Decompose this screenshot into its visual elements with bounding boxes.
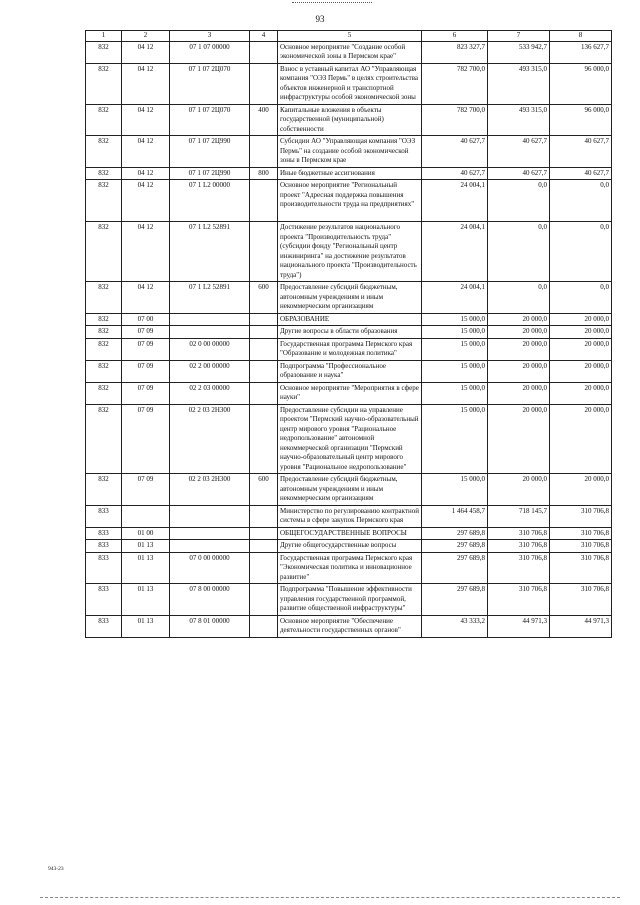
section-code-cell: 04 12	[122, 180, 170, 222]
expense-type-cell	[250, 382, 278, 404]
amount-year1-cell: 24 004,1	[422, 282, 488, 314]
department-code-cell: 832	[86, 404, 122, 474]
amount-year3-cell: 40 627,7	[550, 167, 612, 180]
table-row	[86, 326, 612, 339]
amount-year3-cell: 0,0	[550, 180, 612, 222]
target-article-cell: 07 1 07 2Ц070	[170, 104, 250, 136]
amount-year1-cell: 297 689,8	[422, 540, 488, 553]
amount-year2-cell: 0,0	[488, 282, 550, 314]
amount-year2-cell: 310 706,8	[488, 540, 550, 553]
description-cell: Капитальные вложения в объекты государственной (муниципальной) собственности	[278, 104, 422, 136]
table-row	[86, 63, 612, 104]
target-article-cell: 07 1 07 2Ц990	[170, 167, 250, 180]
target-article-cell: 07 8 01 00000	[170, 615, 250, 637]
table-row	[86, 41, 612, 63]
table-row	[86, 505, 612, 527]
section-code-cell: 07 09	[122, 360, 170, 382]
column-header: 1	[86, 31, 122, 42]
table-row	[86, 136, 612, 168]
table-row	[86, 104, 612, 136]
bottom-scan-edge	[40, 897, 620, 898]
section-code-cell: 01 13	[122, 552, 170, 584]
target-article-cell	[170, 326, 250, 339]
amount-year2-cell: 0,0	[488, 222, 550, 282]
target-article-cell: 02 2 03 2Н300	[170, 404, 250, 474]
amount-year3-cell: 44 971,3	[550, 615, 612, 637]
amount-year1-cell: 15 000,0	[422, 360, 488, 382]
department-code-cell: 832	[86, 474, 122, 506]
target-article-cell: 02 2 03 00000	[170, 382, 250, 404]
department-code-cell: 833	[86, 552, 122, 584]
section-code-cell: 01 13	[122, 584, 170, 616]
department-code-cell: 832	[86, 382, 122, 404]
table-body	[86, 41, 612, 637]
amount-year1-cell: 15 000,0	[422, 382, 488, 404]
description-cell: Основное мероприятие "Создание особой экономической зоны в Пермском крае"	[278, 41, 422, 63]
description-cell: ОБРАЗОВАНИЕ	[278, 313, 422, 326]
amount-year1-cell: 782 700,0	[422, 104, 488, 136]
section-code-cell: 04 12	[122, 104, 170, 136]
amount-year3-cell: 96 000,0	[550, 63, 612, 104]
column-header: 2	[122, 31, 170, 42]
department-code-cell: 832	[86, 63, 122, 104]
section-code-cell	[122, 505, 170, 527]
amount-year2-cell: 493 315,0	[488, 104, 550, 136]
expense-type-cell	[250, 584, 278, 616]
amount-year3-cell: 96 000,0	[550, 104, 612, 136]
amount-year1-cell: 15 000,0	[422, 404, 488, 474]
amount-year2-cell: 533 942,7	[488, 41, 550, 63]
target-article-cell: 07 1 07 2Ц070	[170, 63, 250, 104]
amount-year3-cell: 20 000,0	[550, 326, 612, 339]
amount-year2-cell: 20 000,0	[488, 382, 550, 404]
table-row	[86, 404, 612, 474]
description-cell: Государственная программа Пермского края "Экономическая политика и инновационное развитие"	[278, 552, 422, 584]
target-article-cell	[170, 505, 250, 527]
section-code-cell: 07 09	[122, 474, 170, 506]
amount-year1-cell: 15 000,0	[422, 313, 488, 326]
expense-type-cell: 400	[250, 104, 278, 136]
section-code-cell: 04 12	[122, 136, 170, 168]
expense-type-cell: 600	[250, 282, 278, 314]
amount-year2-cell: 20 000,0	[488, 313, 550, 326]
description-cell: Министерство по регулированию контрактной системы в сфере закупок Пермского края	[278, 505, 422, 527]
column-header: 3	[170, 31, 250, 42]
expense-type-cell	[250, 552, 278, 584]
target-article-cell: 02 2 03 2Н300	[170, 474, 250, 506]
amount-year2-cell: 44 971,3	[488, 615, 550, 637]
document-code: 943-23	[48, 866, 64, 872]
amount-year3-cell: 40 627,7	[550, 136, 612, 168]
department-code-cell: 833	[86, 615, 122, 637]
amount-year1-cell: 24 004,1	[422, 180, 488, 222]
expense-type-cell: 600	[250, 474, 278, 506]
table-row	[86, 360, 612, 382]
description-cell: Субсидии АО "Управляющая компания "ОЭЗ Пермь" на создание особой экономической зоны в Пермском крае	[278, 136, 422, 168]
target-article-cell: 02 2 00 00000	[170, 360, 250, 382]
amount-year1-cell: 43 333,2	[422, 615, 488, 637]
description-cell: Предоставление субсидий бюджетным, автономным учреждениям и иным некоммерческим организациям	[278, 282, 422, 314]
expense-type-cell	[250, 527, 278, 540]
amount-year1-cell: 297 689,8	[422, 552, 488, 584]
description-cell: ОБЩЕГОСУДАРСТВЕННЫЕ ВОПРОСЫ	[278, 527, 422, 540]
description-cell: Другие вопросы в области образования	[278, 326, 422, 339]
amount-year3-cell: 310 706,8	[550, 584, 612, 616]
department-code-cell: 832	[86, 360, 122, 382]
table-row	[86, 382, 612, 404]
amount-year3-cell: 20 000,0	[550, 360, 612, 382]
amount-year3-cell: 20 000,0	[550, 313, 612, 326]
amount-year1-cell: 297 689,8	[422, 584, 488, 616]
column-header: 7	[488, 31, 550, 42]
expense-type-cell	[250, 313, 278, 326]
description-cell: Основное мероприятие "Мероприятия в сфере науки"	[278, 382, 422, 404]
amount-year3-cell: 310 706,8	[550, 552, 612, 584]
target-article-cell: 07 1 L2 52891	[170, 222, 250, 282]
table-row	[86, 474, 612, 506]
department-code-cell: 833	[86, 527, 122, 540]
department-code-cell: 832	[86, 313, 122, 326]
section-code-cell: 04 12	[122, 63, 170, 104]
expense-type-cell	[250, 41, 278, 63]
amount-year3-cell: 20 000,0	[550, 404, 612, 474]
table-row	[86, 552, 612, 584]
description-cell: Предоставление субсидии на управление проектом "Пермский научно-образовательный центр мирового уровня "Рациональное недропользование" автономной некоммерческой организации "Пермский научно-образовательный центр мирового уровня "Рациональное недропользование"	[278, 404, 422, 474]
table-row	[86, 527, 612, 540]
table-row	[86, 540, 612, 553]
amount-year1-cell: 782 700,0	[422, 63, 488, 104]
amount-year3-cell: 20 000,0	[550, 474, 612, 506]
department-code-cell: 832	[86, 222, 122, 282]
amount-year1-cell: 1 464 458,7	[422, 505, 488, 527]
section-code-cell: 04 12	[122, 282, 170, 314]
department-code-cell: 832	[86, 282, 122, 314]
expense-type-cell	[250, 338, 278, 360]
amount-year2-cell: 20 000,0	[488, 404, 550, 474]
amount-year3-cell: 310 706,8	[550, 505, 612, 527]
expense-type-cell	[250, 63, 278, 104]
department-code-cell: 833	[86, 584, 122, 616]
description-cell: Основное мероприятие "Региональный проект "Адресная поддержка повышения производительности труда на предприятиях"	[278, 180, 422, 222]
amount-year3-cell: 0,0	[550, 282, 612, 314]
expense-type-cell	[250, 615, 278, 637]
description-cell: Другие общегосударственные вопросы	[278, 540, 422, 553]
amount-year2-cell: 718 145,7	[488, 505, 550, 527]
target-article-cell: 07 8 00 00000	[170, 584, 250, 616]
description-cell: Взнос в уставный капитал АО "Управляющая компания "ОЭЗ Пермь" в целях строительства объектов инженерной и транспортной инфраструктуры особой экономической зоны	[278, 63, 422, 104]
amount-year3-cell: 310 706,8	[550, 540, 612, 553]
amount-year2-cell: 310 706,8	[488, 584, 550, 616]
target-article-cell	[170, 540, 250, 553]
section-code-cell: 01 00	[122, 527, 170, 540]
expense-type-cell	[250, 360, 278, 382]
amount-year3-cell: 310 706,8	[550, 527, 612, 540]
table-row	[86, 584, 612, 616]
expense-type-cell	[250, 505, 278, 527]
table-row	[86, 180, 612, 222]
amount-year3-cell: 20 000,0	[550, 338, 612, 360]
amount-year2-cell: 493 315,0	[488, 63, 550, 104]
amount-year1-cell: 40 627,7	[422, 136, 488, 168]
description-cell: Иные бюджетные ассигнования	[278, 167, 422, 180]
amount-year2-cell: 40 627,7	[488, 167, 550, 180]
department-code-cell: 832	[86, 104, 122, 136]
amount-year2-cell: 20 000,0	[488, 326, 550, 339]
expense-type-cell	[250, 540, 278, 553]
department-code-cell: 833	[86, 540, 122, 553]
target-article-cell: 07 1 L2 00000	[170, 180, 250, 222]
department-code-cell: 832	[86, 136, 122, 168]
amount-year1-cell: 15 000,0	[422, 326, 488, 339]
amount-year2-cell: 310 706,8	[488, 552, 550, 584]
amount-year1-cell: 15 000,0	[422, 338, 488, 360]
amount-year3-cell: 0,0	[550, 222, 612, 282]
target-article-cell: 07 0 00 00000	[170, 552, 250, 584]
amount-year2-cell: 20 000,0	[488, 360, 550, 382]
section-code-cell: 07 00	[122, 313, 170, 326]
amount-year1-cell: 40 627,7	[422, 167, 488, 180]
description-cell: Подпрограмма "Профессиональное образование и наука"	[278, 360, 422, 382]
department-code-cell: 832	[86, 338, 122, 360]
table-row	[86, 167, 612, 180]
target-article-cell	[170, 313, 250, 326]
expense-type-cell	[250, 180, 278, 222]
table-row	[86, 338, 612, 360]
table-row	[86, 313, 612, 326]
section-code-cell: 04 12	[122, 41, 170, 63]
department-code-cell: 833	[86, 505, 122, 527]
section-code-cell: 07 09	[122, 338, 170, 360]
table-row	[86, 615, 612, 637]
expense-type-cell	[250, 404, 278, 474]
target-article-cell	[170, 527, 250, 540]
amount-year1-cell: 15 000,0	[422, 474, 488, 506]
description-cell: Предоставление субсидий бюджетным, автономным учреждениям и иным некоммерческим организациям	[278, 474, 422, 506]
target-article-cell: 07 1 L2 52891	[170, 282, 250, 314]
column-header: 8	[550, 31, 612, 42]
page-number: 93	[315, 14, 325, 24]
table-row	[86, 282, 612, 314]
column-header: 6	[422, 31, 488, 42]
table-header-row	[86, 31, 612, 42]
expense-type-cell	[250, 326, 278, 339]
department-code-cell: 832	[86, 326, 122, 339]
section-code-cell: 01 13	[122, 540, 170, 553]
expense-type-cell	[250, 136, 278, 168]
department-code-cell: 832	[86, 41, 122, 63]
section-code-cell: 07 09	[122, 382, 170, 404]
amount-year2-cell: 20 000,0	[488, 474, 550, 506]
expense-type-cell	[250, 222, 278, 282]
section-code-cell: 04 12	[122, 167, 170, 180]
target-article-cell: 07 1 07 00000	[170, 41, 250, 63]
amount-year3-cell: 136 627,7	[550, 41, 612, 63]
department-code-cell: 832	[86, 167, 122, 180]
amount-year1-cell: 297 689,8	[422, 527, 488, 540]
section-code-cell: 07 09	[122, 326, 170, 339]
target-article-cell: 02 0 00 00000	[170, 338, 250, 360]
amount-year2-cell: 310 706,8	[488, 527, 550, 540]
budget-table	[85, 30, 612, 638]
section-code-cell: 07 09	[122, 404, 170, 474]
column-header: 4	[250, 31, 278, 42]
description-cell: Государственная программа Пермского края "Образование и молодежная политика"	[278, 338, 422, 360]
scan-artifact	[292, 2, 372, 7]
expense-type-cell: 800	[250, 167, 278, 180]
department-code-cell: 832	[86, 180, 122, 222]
amount-year3-cell: 20 000,0	[550, 382, 612, 404]
amount-year2-cell: 20 000,0	[488, 338, 550, 360]
amount-year2-cell: 40 627,7	[488, 136, 550, 168]
column-header: 5	[278, 31, 422, 42]
section-code-cell: 01 13	[122, 615, 170, 637]
description-cell: Достижение результатов национального проекта "Производительность труда" (субсидии фонду "Региональный центр инжиниринга" на достижение результатов национального проекта "Производительность труда")	[278, 222, 422, 282]
target-article-cell: 07 1 07 2Ц990	[170, 136, 250, 168]
section-code-cell: 04 12	[122, 222, 170, 282]
amount-year1-cell: 24 004,1	[422, 222, 488, 282]
amount-year1-cell: 823 327,7	[422, 41, 488, 63]
amount-year2-cell: 0,0	[488, 180, 550, 222]
table-row	[86, 222, 612, 282]
description-cell: Основное мероприятие "Обеспечение деятельности государственных органов"	[278, 615, 422, 637]
description-cell: Подпрограмма "Повышение эффективности управления государственной программой, развитие общественной инфраструктуры"	[278, 584, 422, 616]
